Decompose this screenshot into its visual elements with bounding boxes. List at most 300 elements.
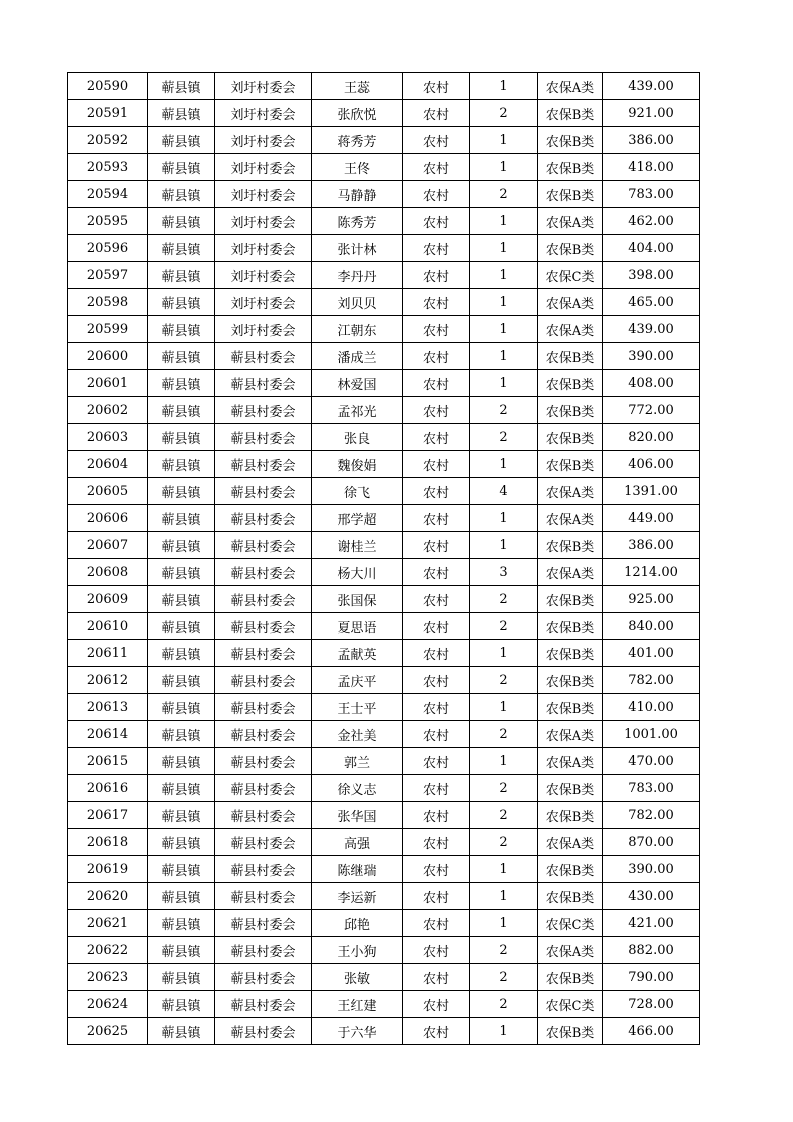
amount-cell: 390.00 (603, 343, 700, 370)
amount-cell: 449.00 (603, 505, 700, 532)
town-cell: 蕲县镇 (148, 289, 215, 316)
member-count-cell: 2 (470, 775, 538, 802)
amount-cell: 401.00 (603, 640, 700, 667)
table-row (68, 667, 700, 694)
village-committee-cell: 蕲县村委会 (215, 748, 312, 775)
town-cell: 蕲县镇 (148, 397, 215, 424)
household-type-cell: 农村 (403, 424, 470, 451)
record-id-cell: 20622 (68, 937, 148, 964)
household-type-cell: 农村 (403, 235, 470, 262)
town-cell: 蕲县镇 (148, 100, 215, 127)
household-type-cell: 农村 (403, 667, 470, 694)
member-count-cell: 1 (470, 883, 538, 910)
name-cell: 徐飞 (312, 478, 403, 505)
insurance-class-cell: 农保B类 (538, 100, 603, 127)
member-count-cell: 2 (470, 613, 538, 640)
insurance-class-cell: 农保A类 (538, 478, 603, 505)
amount-cell: 386.00 (603, 127, 700, 154)
insurance-class-cell: 农保A类 (538, 316, 603, 343)
table-row (68, 910, 700, 937)
record-id-cell: 20596 (68, 235, 148, 262)
name-cell: 李运新 (312, 883, 403, 910)
record-id-cell: 20608 (68, 559, 148, 586)
town-cell: 蕲县镇 (148, 235, 215, 262)
record-id-cell: 20614 (68, 721, 148, 748)
table-row (68, 343, 700, 370)
village-committee-cell: 刘圩村委会 (215, 73, 312, 100)
record-id-cell: 20598 (68, 289, 148, 316)
town-cell: 蕲县镇 (148, 262, 215, 289)
name-cell: 张计林 (312, 235, 403, 262)
insurance-class-cell: 农保B类 (538, 127, 603, 154)
village-committee-cell: 蕲县村委会 (215, 667, 312, 694)
table-row (68, 613, 700, 640)
town-cell: 蕲县镇 (148, 775, 215, 802)
name-cell: 于六华 (312, 1018, 403, 1045)
record-id-cell: 20623 (68, 964, 148, 991)
insurance-class-cell: 农保B类 (538, 370, 603, 397)
member-count-cell: 1 (470, 343, 538, 370)
name-cell: 张敏 (312, 964, 403, 991)
insurance-class-cell: 农保A类 (538, 721, 603, 748)
record-id-cell: 20604 (68, 451, 148, 478)
household-type-cell: 农村 (403, 640, 470, 667)
table-row (68, 154, 700, 181)
name-cell: 魏俊娟 (312, 451, 403, 478)
table-row (68, 316, 700, 343)
insurance-class-cell: 农保C类 (538, 910, 603, 937)
table-row (68, 1018, 700, 1045)
amount-cell: 466.00 (603, 1018, 700, 1045)
insurance-class-cell: 农保B类 (538, 964, 603, 991)
member-count-cell: 1 (470, 235, 538, 262)
member-count-cell: 1 (470, 73, 538, 100)
insurance-class-cell: 农保C类 (538, 991, 603, 1018)
insurance-class-cell: 农保B类 (538, 613, 603, 640)
insurance-class-cell: 农保B类 (538, 586, 603, 613)
member-count-cell: 1 (470, 262, 538, 289)
table-row (68, 478, 700, 505)
amount-cell: 470.00 (603, 748, 700, 775)
insurance-class-cell: 农保A类 (538, 748, 603, 775)
household-type-cell: 农村 (403, 127, 470, 154)
member-count-cell: 2 (470, 937, 538, 964)
name-cell: 徐义志 (312, 775, 403, 802)
record-id-cell: 20607 (68, 532, 148, 559)
table-row (68, 262, 700, 289)
name-cell: 邱艳 (312, 910, 403, 937)
name-cell: 张欣悦 (312, 100, 403, 127)
table-row (68, 451, 700, 478)
records-table-body (68, 73, 700, 1045)
insurance-class-cell: 农保B类 (538, 154, 603, 181)
member-count-cell: 1 (470, 208, 538, 235)
amount-cell: 418.00 (603, 154, 700, 181)
household-type-cell: 农村 (403, 559, 470, 586)
household-type-cell: 农村 (403, 316, 470, 343)
record-id-cell: 20621 (68, 910, 148, 937)
village-committee-cell: 蕲县村委会 (215, 856, 312, 883)
insurance-class-cell: 农保B类 (538, 424, 603, 451)
name-cell: 王红建 (312, 991, 403, 1018)
insurance-class-cell: 农保B类 (538, 775, 603, 802)
table-row (68, 586, 700, 613)
amount-cell: 1001.00 (603, 721, 700, 748)
insurance-class-cell: 农保B类 (538, 667, 603, 694)
record-id-cell: 20620 (68, 883, 148, 910)
insurance-class-cell: 农保A类 (538, 505, 603, 532)
household-type-cell: 农村 (403, 775, 470, 802)
village-committee-cell: 蕲县村委会 (215, 694, 312, 721)
town-cell: 蕲县镇 (148, 748, 215, 775)
village-committee-cell: 蕲县村委会 (215, 343, 312, 370)
town-cell: 蕲县镇 (148, 559, 215, 586)
member-count-cell: 1 (470, 451, 538, 478)
record-id-cell: 20610 (68, 613, 148, 640)
records-table (67, 72, 700, 1045)
record-id-cell: 20609 (68, 586, 148, 613)
member-count-cell: 2 (470, 721, 538, 748)
name-cell: 李丹丹 (312, 262, 403, 289)
record-id-cell: 20606 (68, 505, 148, 532)
record-id-cell: 20590 (68, 73, 148, 100)
household-type-cell: 农村 (403, 910, 470, 937)
name-cell: 王佟 (312, 154, 403, 181)
village-committee-cell: 蕲县村委会 (215, 370, 312, 397)
insurance-class-cell: 农保A类 (538, 73, 603, 100)
amount-cell: 439.00 (603, 73, 700, 100)
amount-cell: 783.00 (603, 181, 700, 208)
insurance-class-cell: 农保B类 (538, 343, 603, 370)
table-row (68, 100, 700, 127)
name-cell: 孟庆平 (312, 667, 403, 694)
name-cell: 陈继瑞 (312, 856, 403, 883)
amount-cell: 870.00 (603, 829, 700, 856)
name-cell: 马静静 (312, 181, 403, 208)
household-type-cell: 农村 (403, 964, 470, 991)
household-type-cell: 农村 (403, 397, 470, 424)
name-cell: 邢学超 (312, 505, 403, 532)
insurance-class-cell: 农保B类 (538, 694, 603, 721)
amount-cell: 782.00 (603, 667, 700, 694)
village-committee-cell: 蕲县村委会 (215, 829, 312, 856)
village-committee-cell: 蕲县村委会 (215, 424, 312, 451)
town-cell: 蕲县镇 (148, 964, 215, 991)
village-committee-cell: 刘圩村委会 (215, 127, 312, 154)
household-type-cell: 农村 (403, 154, 470, 181)
table-row (68, 289, 700, 316)
village-committee-cell: 蕲县村委会 (215, 775, 312, 802)
name-cell: 张华国 (312, 802, 403, 829)
member-count-cell: 1 (470, 316, 538, 343)
household-type-cell: 农村 (403, 586, 470, 613)
village-committee-cell: 刘圩村委会 (215, 100, 312, 127)
household-type-cell: 农村 (403, 748, 470, 775)
table-row (68, 964, 700, 991)
amount-cell: 925.00 (603, 586, 700, 613)
name-cell: 王小狗 (312, 937, 403, 964)
town-cell: 蕲县镇 (148, 451, 215, 478)
member-count-cell: 2 (470, 991, 538, 1018)
amount-cell: 728.00 (603, 991, 700, 1018)
insurance-class-cell: 农保B类 (538, 802, 603, 829)
insurance-class-cell: 农保A类 (538, 208, 603, 235)
table-row (68, 370, 700, 397)
town-cell: 蕲县镇 (148, 640, 215, 667)
household-type-cell: 农村 (403, 721, 470, 748)
record-id-cell: 20615 (68, 748, 148, 775)
record-id-cell: 20594 (68, 181, 148, 208)
household-type-cell: 农村 (403, 694, 470, 721)
table-row (68, 235, 700, 262)
village-committee-cell: 蕲县村委会 (215, 478, 312, 505)
insurance-class-cell: 农保B类 (538, 856, 603, 883)
town-cell: 蕲县镇 (148, 937, 215, 964)
member-count-cell: 3 (470, 559, 538, 586)
village-committee-cell: 刘圩村委会 (215, 181, 312, 208)
amount-cell: 772.00 (603, 397, 700, 424)
amount-cell: 410.00 (603, 694, 700, 721)
name-cell: 杨大川 (312, 559, 403, 586)
town-cell: 蕲县镇 (148, 181, 215, 208)
household-type-cell: 农村 (403, 505, 470, 532)
insurance-class-cell: 农保A类 (538, 829, 603, 856)
table-row (68, 424, 700, 451)
name-cell: 张良 (312, 424, 403, 451)
village-committee-cell: 蕲县村委会 (215, 1018, 312, 1045)
member-count-cell: 1 (470, 289, 538, 316)
village-committee-cell: 蕲县村委会 (215, 559, 312, 586)
amount-cell: 398.00 (603, 262, 700, 289)
table-row (68, 883, 700, 910)
member-count-cell: 2 (470, 964, 538, 991)
village-committee-cell: 蕲县村委会 (215, 613, 312, 640)
member-count-cell: 1 (470, 505, 538, 532)
amount-cell: 882.00 (603, 937, 700, 964)
town-cell: 蕲县镇 (148, 586, 215, 613)
amount-cell: 430.00 (603, 883, 700, 910)
name-cell: 孟献英 (312, 640, 403, 667)
table-row (68, 127, 700, 154)
member-count-cell: 2 (470, 829, 538, 856)
table-row (68, 748, 700, 775)
record-id-cell: 20597 (68, 262, 148, 289)
record-id-cell: 20611 (68, 640, 148, 667)
insurance-class-cell: 农保B类 (538, 181, 603, 208)
record-id-cell: 20601 (68, 370, 148, 397)
name-cell: 金社美 (312, 721, 403, 748)
town-cell: 蕲县镇 (148, 316, 215, 343)
name-cell: 郭兰 (312, 748, 403, 775)
record-id-cell: 20617 (68, 802, 148, 829)
member-count-cell: 2 (470, 667, 538, 694)
record-id-cell: 20603 (68, 424, 148, 451)
household-type-cell: 农村 (403, 289, 470, 316)
insurance-class-cell: 农保B类 (538, 532, 603, 559)
town-cell: 蕲县镇 (148, 667, 215, 694)
name-cell: 潘成兰 (312, 343, 403, 370)
town-cell: 蕲县镇 (148, 910, 215, 937)
insurance-class-cell: 农保B类 (538, 640, 603, 667)
town-cell: 蕲县镇 (148, 802, 215, 829)
name-cell: 刘贝贝 (312, 289, 403, 316)
table-row (68, 802, 700, 829)
household-type-cell: 农村 (403, 262, 470, 289)
table-row (68, 73, 700, 100)
household-type-cell: 农村 (403, 883, 470, 910)
village-committee-cell: 刘圩村委会 (215, 289, 312, 316)
household-type-cell: 农村 (403, 829, 470, 856)
household-type-cell: 农村 (403, 73, 470, 100)
table-row (68, 721, 700, 748)
town-cell: 蕲县镇 (148, 343, 215, 370)
insurance-class-cell: 农保B类 (538, 235, 603, 262)
table-row (68, 559, 700, 586)
amount-cell: 1214.00 (603, 559, 700, 586)
household-type-cell: 农村 (403, 802, 470, 829)
member-count-cell: 2 (470, 586, 538, 613)
village-committee-cell: 蕲县村委会 (215, 532, 312, 559)
insurance-class-cell: 农保B类 (538, 1018, 603, 1045)
household-type-cell: 农村 (403, 100, 470, 127)
town-cell: 蕲县镇 (148, 1018, 215, 1045)
amount-cell: 783.00 (603, 775, 700, 802)
record-id-cell: 20592 (68, 127, 148, 154)
name-cell: 张国保 (312, 586, 403, 613)
name-cell: 江朝东 (312, 316, 403, 343)
member-count-cell: 1 (470, 748, 538, 775)
table-row (68, 181, 700, 208)
village-committee-cell: 蕲县村委会 (215, 910, 312, 937)
member-count-cell: 2 (470, 802, 538, 829)
member-count-cell: 1 (470, 370, 538, 397)
record-id-cell: 20595 (68, 208, 148, 235)
insurance-class-cell: 农保A类 (538, 289, 603, 316)
town-cell: 蕲县镇 (148, 613, 215, 640)
record-id-cell: 20591 (68, 100, 148, 127)
table-row (68, 640, 700, 667)
table-row (68, 937, 700, 964)
record-id-cell: 20602 (68, 397, 148, 424)
town-cell: 蕲县镇 (148, 532, 215, 559)
record-id-cell: 20624 (68, 991, 148, 1018)
name-cell: 夏思语 (312, 613, 403, 640)
name-cell: 王士平 (312, 694, 403, 721)
village-committee-cell: 刘圩村委会 (215, 262, 312, 289)
amount-cell: 782.00 (603, 802, 700, 829)
town-cell: 蕲县镇 (148, 991, 215, 1018)
record-id-cell: 20618 (68, 829, 148, 856)
amount-cell: 404.00 (603, 235, 700, 262)
record-id-cell: 20619 (68, 856, 148, 883)
member-count-cell: 1 (470, 532, 538, 559)
insurance-class-cell: 农保C类 (538, 262, 603, 289)
town-cell: 蕲县镇 (148, 127, 215, 154)
amount-cell: 1391.00 (603, 478, 700, 505)
member-count-cell: 2 (470, 100, 538, 127)
town-cell: 蕲县镇 (148, 505, 215, 532)
town-cell: 蕲县镇 (148, 883, 215, 910)
table-row (68, 505, 700, 532)
name-cell: 谢桂兰 (312, 532, 403, 559)
amount-cell: 421.00 (603, 910, 700, 937)
record-id-cell: 20612 (68, 667, 148, 694)
record-id-cell: 20600 (68, 343, 148, 370)
table-row (68, 694, 700, 721)
household-type-cell: 农村 (403, 208, 470, 235)
household-type-cell: 农村 (403, 613, 470, 640)
amount-cell: 390.00 (603, 856, 700, 883)
village-committee-cell: 蕲县村委会 (215, 505, 312, 532)
member-count-cell: 1 (470, 127, 538, 154)
amount-cell: 840.00 (603, 613, 700, 640)
name-cell: 王蕊 (312, 73, 403, 100)
town-cell: 蕲县镇 (148, 694, 215, 721)
town-cell: 蕲县镇 (148, 208, 215, 235)
amount-cell: 921.00 (603, 100, 700, 127)
household-type-cell: 农村 (403, 451, 470, 478)
member-count-cell: 2 (470, 397, 538, 424)
name-cell: 林爱国 (312, 370, 403, 397)
record-id-cell: 20599 (68, 316, 148, 343)
record-id-cell: 20613 (68, 694, 148, 721)
amount-cell: 386.00 (603, 532, 700, 559)
member-count-cell: 1 (470, 910, 538, 937)
village-committee-cell: 刘圩村委会 (215, 316, 312, 343)
town-cell: 蕲县镇 (148, 829, 215, 856)
town-cell: 蕲县镇 (148, 478, 215, 505)
amount-cell: 406.00 (603, 451, 700, 478)
town-cell: 蕲县镇 (148, 856, 215, 883)
name-cell: 蒋秀芳 (312, 127, 403, 154)
insurance-class-cell: 农保B类 (538, 397, 603, 424)
amount-cell: 439.00 (603, 316, 700, 343)
household-type-cell: 农村 (403, 1018, 470, 1045)
insurance-class-cell: 农保A类 (538, 559, 603, 586)
member-count-cell: 1 (470, 1018, 538, 1045)
village-committee-cell: 蕲县村委会 (215, 937, 312, 964)
town-cell: 蕲县镇 (148, 73, 215, 100)
table-row (68, 208, 700, 235)
insurance-class-cell: 农保B类 (538, 883, 603, 910)
amount-cell: 465.00 (603, 289, 700, 316)
household-type-cell: 农村 (403, 991, 470, 1018)
amount-cell: 408.00 (603, 370, 700, 397)
member-count-cell: 2 (470, 424, 538, 451)
member-count-cell: 1 (470, 856, 538, 883)
household-type-cell: 农村 (403, 532, 470, 559)
record-id-cell: 20605 (68, 478, 148, 505)
amount-cell: 820.00 (603, 424, 700, 451)
record-id-cell: 20616 (68, 775, 148, 802)
amount-cell: 462.00 (603, 208, 700, 235)
village-committee-cell: 蕲县村委会 (215, 451, 312, 478)
member-count-cell: 1 (470, 694, 538, 721)
amount-cell: 790.00 (603, 964, 700, 991)
town-cell: 蕲县镇 (148, 424, 215, 451)
member-count-cell: 4 (470, 478, 538, 505)
village-committee-cell: 刘圩村委会 (215, 154, 312, 181)
village-committee-cell: 蕲县村委会 (215, 586, 312, 613)
table-row (68, 829, 700, 856)
town-cell: 蕲县镇 (148, 154, 215, 181)
town-cell: 蕲县镇 (148, 721, 215, 748)
table-row (68, 532, 700, 559)
village-committee-cell: 蕲县村委会 (215, 721, 312, 748)
table-row (68, 397, 700, 424)
table-row (68, 991, 700, 1018)
village-committee-cell: 蕲县村委会 (215, 964, 312, 991)
